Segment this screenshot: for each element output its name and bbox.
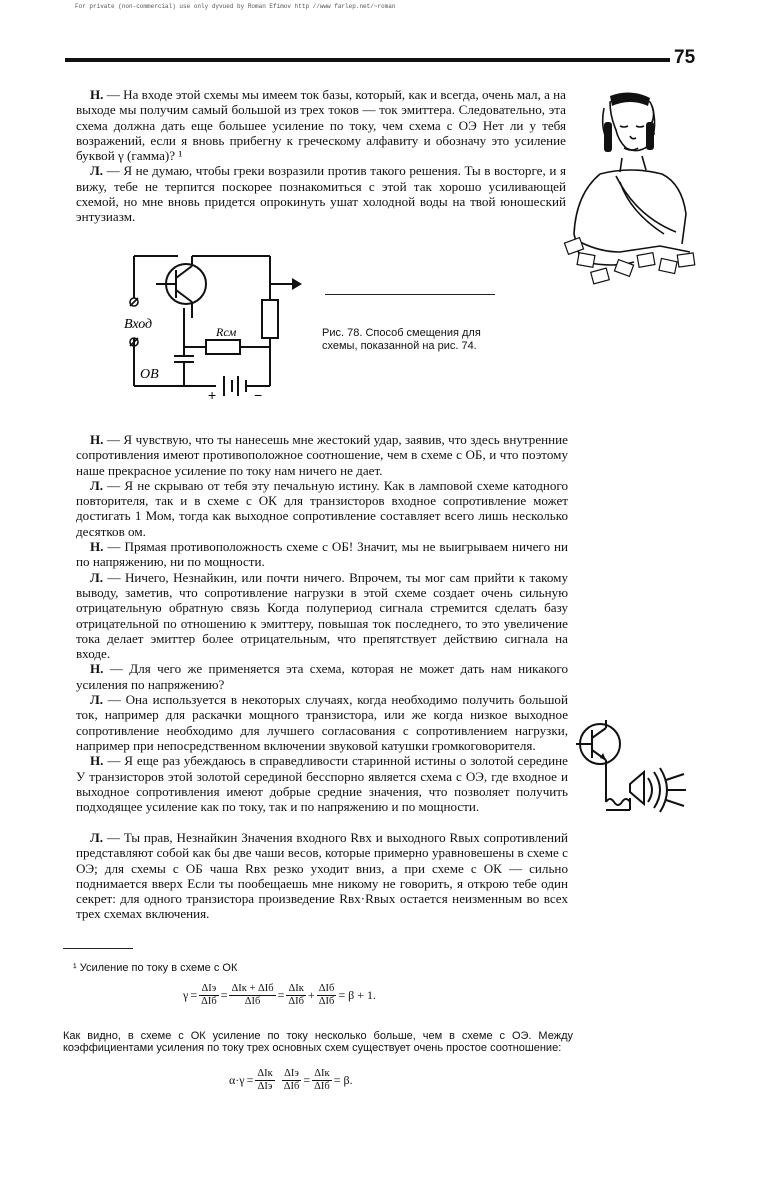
formula-gamma xyxy=(182,983,377,1008)
greek-woman-illustration xyxy=(560,92,700,292)
speaker-label: Л. xyxy=(90,692,104,708)
footnote-rule xyxy=(63,948,133,949)
speaker-label: Л. xyxy=(90,569,104,585)
equals-sign: = xyxy=(303,1073,311,1087)
paragraph xyxy=(76,661,568,692)
equals-sign: = xyxy=(190,988,198,1002)
denominator: ΔIб xyxy=(201,996,217,1007)
numerator: ΔIк xyxy=(257,1068,273,1079)
formula-tail: = β + 1. xyxy=(338,988,376,1002)
alpha-gamma-symbol: α·γ xyxy=(229,1073,245,1087)
paragraph-text: — Прямая противоположность схеме с ОБ! Значит, мы не выигрываем ничего ни по напряжению, ни по мощности. xyxy=(76,539,568,570)
input-label: Вход xyxy=(124,317,153,332)
speaker-label: Л. xyxy=(90,830,104,845)
fraction xyxy=(255,1068,274,1093)
paragraph-text: — Ничего, Незнайкин, или почти ничего. Впрочем, ты мог сам прийти к такому выводу, заметив, что сопротивление нагрузки в этой схеме создает очень сильную отрицательную обратную связь Когда полупериод сигнала стремится сделать базу отрицательной по отношению к эмиттеру, повышая ток последнего, то это увеличение тока делает эмиттер более отрицательным, что препятствует действию сигнала на входе. xyxy=(76,569,568,662)
paragraph xyxy=(76,753,568,814)
denominator: ΔIб xyxy=(244,996,261,1007)
speaker-label: Л. xyxy=(90,163,104,179)
formula-alpha-gamma xyxy=(228,1068,354,1093)
denominator: ΔIб xyxy=(288,996,304,1007)
formula-tail: = β. xyxy=(333,1073,353,1087)
top-rule xyxy=(65,58,670,62)
minus-sign: − xyxy=(254,387,263,403)
circuit-diagram xyxy=(120,248,320,408)
footnote-intro: ¹ Усиление по току в схеме с ОК xyxy=(73,962,238,974)
fraction xyxy=(199,983,219,1008)
paragraph xyxy=(76,539,568,570)
fraction xyxy=(317,983,337,1008)
paragraph xyxy=(76,692,568,753)
plus-sign: + xyxy=(208,387,217,403)
dialogue-block-3 xyxy=(76,830,568,922)
speaker-label: Н. xyxy=(90,87,104,102)
numerator: ΔIк xyxy=(312,1068,332,1081)
numerator: ΔIк + ΔIб xyxy=(231,983,274,994)
paragraph-text: — Я чувствую, что ты нанесешь мне жестокий удар, заявив, что здесь внутренние сопротивления имеют противоположное соотношение, чем в схеме с ОБ, и что поэтому наше прекрасное усиление по току нам ничего не дает. xyxy=(76,432,568,478)
fraction xyxy=(229,983,275,1008)
paragraph xyxy=(76,478,568,539)
figure-caption: Рис. 78. Способ смещения для схемы, показанной на рис. 74. xyxy=(322,327,481,352)
page-number: 75 xyxy=(674,47,696,68)
paragraph-text: — Она используется в некоторых случаях, когда необходимо получить большой ток, например для раскачки мощного транзистора, или же когда низкое выходное сопротивление необходимо для лучшего согласования с сопротивлением нагрузки, например при непосредственном включении звуковой катушки громкоговорителя. xyxy=(76,692,568,753)
speaker-label: Н. xyxy=(90,432,104,447)
watermark: For private (non-commercial) use only dyvued by Roman Efimov http //www farlep.net/~roman xyxy=(75,3,396,10)
gamma-symbol: γ xyxy=(183,988,189,1002)
caption-rule xyxy=(325,294,495,295)
resistor-label: Rсм xyxy=(216,325,237,339)
ob-label: ОВ xyxy=(140,367,159,382)
equals-sign: = xyxy=(246,1073,254,1087)
speaker-label: Л. xyxy=(90,477,104,493)
paragraph-text: — Я еще раз убеждаюсь в справедливости старинной истины о золотой середине У транзисторов этой золотой серединой бесспорно является схема с ОЭ, где входное и выходное сопротивления имеют добрые средние значения, что позволяет получить подходящее усиление как по току, так и по напряжению и по мощности. xyxy=(76,753,568,815)
fraction xyxy=(282,1068,302,1093)
speaker-label: Н. xyxy=(90,539,104,555)
numerator: ΔIк xyxy=(286,983,306,996)
paragraph xyxy=(76,570,568,662)
numerator: ΔIб xyxy=(318,983,335,994)
speaker-label: Н. xyxy=(90,753,104,769)
dialogue-block-1 xyxy=(76,87,566,225)
speaker-label: Н. xyxy=(90,661,104,677)
footnote-note: Как видно, в схеме с ОК усиление по току несколько больше, чем в схеме с ОЭ. Между коэффициентами усиления по току трех основных схем существует очень простое соотношение: xyxy=(63,1030,573,1055)
paragraph-text: — Я не скрываю от тебя эту печальную истину. Как в ламповой схеме катодного повторителя, так и в схеме с ОК для транзисторов входное сопротивление может достигать 1 Мом, тогда как выходное сопротивление составляет всего лишь несколько десятков ом. xyxy=(76,477,568,539)
plus-sign: + xyxy=(307,988,315,1002)
equals-sign: = xyxy=(277,988,285,1002)
fraction xyxy=(286,983,306,1008)
denominator: ΔIб xyxy=(283,1081,300,1092)
denominator: ΔIб xyxy=(318,996,335,1007)
paragraph-text: — Ты прав, Незнайкин Значения входного Rвх и выходного Rвых сопротивлений представляют собой как бы две чаши весов, которые примерно уравновешены в схеме с ОЭ; для схемы с ОБ чаша Rвх резко уходит вниз, а при схеме с ОК — сильно поднимается вверх Если ты пообещаешь мне никому не говорить, я открою тебе один секрет: для одного транзистора произведение Rвх·Rвых остается неизменным во всех трех схемах включения. xyxy=(76,830,568,922)
paragraph-text: — Я не думаю, чтобы греки возразили против такого решения. Ты в восторге, и я вижу, тебе не терпится поскорее познакомиться с этой так хорошо усиливающей схемой, но мне вновь придется опрокинуть ушат холодной воды на твой юношеский энтузиазм. xyxy=(76,163,566,225)
denominator: ΔIб xyxy=(314,1081,330,1092)
paragraph-text: — Для чего же применяется эта схема, которая не может дать нам никакого усиления по напряжению? xyxy=(76,661,568,692)
paragraph xyxy=(76,87,566,163)
numerator: ΔIэ xyxy=(199,983,219,996)
paragraph xyxy=(76,432,568,478)
equals-sign: = xyxy=(220,988,228,1002)
paragraph xyxy=(76,830,568,922)
transistor-speaker-illustration xyxy=(574,718,694,818)
denominator: ΔIэ xyxy=(257,1081,273,1092)
fraction xyxy=(312,1068,332,1093)
paragraph-text: — На входе этой схемы мы имеем ток базы, который, как и всегда, очень мал, а на выходе мы получим самый большой из трех токов — ток эмиттера. Следовательно, эта схема должна дать еще большее усиление по току, чем схема с ОЭ Нет ли у тебя возражений, если я вновь прибегну к греческому алфавиту и обозначу это усиление буквой γ (гамма)? ¹ xyxy=(76,87,566,164)
dot xyxy=(277,1073,280,1088)
paragraph xyxy=(76,163,566,224)
dialogue-block-2 xyxy=(76,432,568,814)
numerator: ΔIэ xyxy=(282,1068,302,1081)
